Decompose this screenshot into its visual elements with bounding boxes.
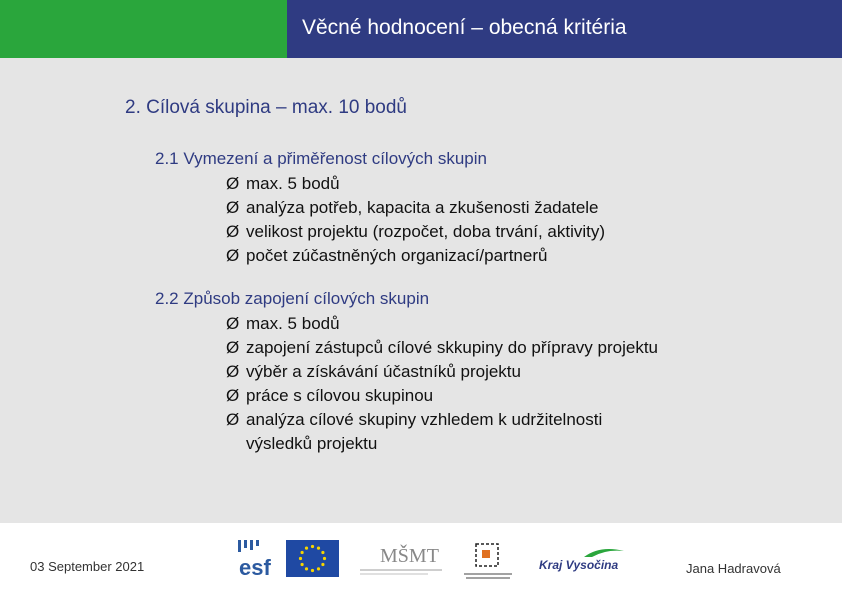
bullet-item: Ø počet zúčastněných organizací/partnerů	[226, 246, 548, 265]
footer-date: 03 September 2021	[30, 559, 145, 574]
arrow-bullet-icon: Ø	[226, 198, 240, 217]
eu-flag-icon	[286, 540, 339, 577]
slide-title: Věcné hodnocení – obecná kritéria	[302, 16, 627, 39]
svg-text:Kraj Vysočina: Kraj Vysočina	[539, 558, 619, 572]
header-bar	[0, 0, 842, 58]
bullet-item: Ø práce s cílovou skupinou	[226, 386, 434, 405]
arrow-bullet-icon: Ø	[226, 338, 240, 357]
arrow-bullet-icon: Ø	[226, 174, 240, 193]
svg-text:esf: esf	[239, 555, 271, 578]
arrow-bullet-icon: Ø	[226, 246, 240, 265]
esf-logo	[238, 538, 282, 578]
footer-author: Jana Hadravová	[686, 561, 781, 576]
subsection-title: 2.2 Způsob zapojení cílových skupin	[155, 289, 430, 308]
arrow-bullet-icon: Ø	[226, 362, 240, 381]
bullet-item: Ø velikost projektu (rozpočet, doba trvání, aktivity)	[226, 222, 606, 241]
kraj-vysocina-logo	[538, 543, 628, 577]
msmt-logo	[358, 536, 444, 580]
arrow-bullet-icon: Ø	[226, 410, 240, 429]
subsection-title: 2.1 Vymezení a přiměřenost cílových skupin	[155, 149, 487, 168]
bullet-item: Ø analýza potřeb, kapacita a zkušenosti žadatele	[226, 198, 599, 217]
bullet-item: Ø analýza cílové skupiny vzhledem k udržitelnosti	[226, 410, 603, 429]
svg-text:MŠMT: MŠMT	[380, 545, 439, 567]
arrow-bullet-icon: Ø	[226, 222, 240, 241]
bullet-item: Ø výběr a získávání účastníků projektu	[226, 362, 521, 381]
bullet-item: Ø zapojení zástupců cílové skkupiny do přípravy projektu	[226, 338, 659, 357]
op-logo	[460, 540, 516, 582]
bullet-continuation: výsledků projektu	[246, 434, 378, 453]
header-green-block	[0, 0, 287, 58]
bullet-item: Ø max. 5 bodů	[226, 174, 340, 193]
arrow-bullet-icon: Ø	[226, 314, 240, 333]
section-title: 2. Cílová skupina – max. 10 bodů	[125, 97, 408, 118]
bullet-item: Ø max. 5 bodů	[226, 314, 340, 333]
arrow-bullet-icon: Ø	[226, 386, 240, 405]
